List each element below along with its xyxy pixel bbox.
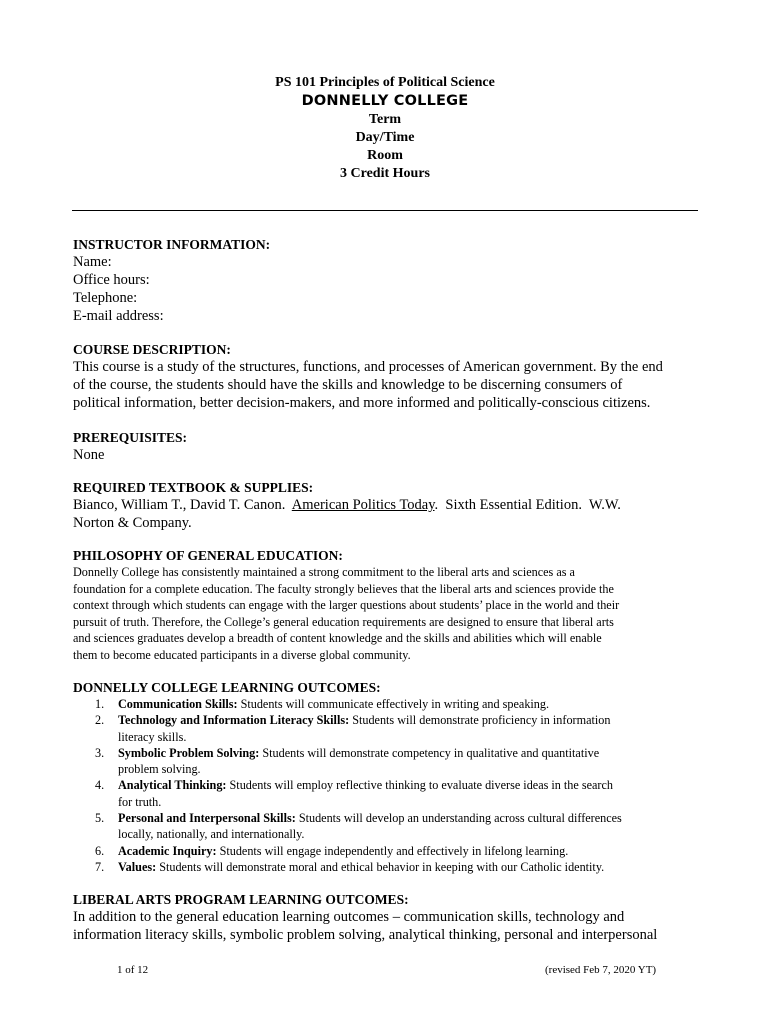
- prerequisites-heading: PREREQUISITES:: [73, 430, 188, 445]
- item-continuation: problem solving.: [118, 762, 201, 777]
- list-item: [73, 696, 713, 712]
- item-text: Students will develop an understanding across cultural differences: [295, 811, 622, 826]
- item-number: 1.: [95, 697, 105, 711]
- philosophy-line: context through which students can engage with the larger questions about students’ place in the world and their: [73, 598, 620, 612]
- philosophy-line: Donnelly College has consistently maintained a strong commitment to the liberal arts and sciences as a: [73, 565, 575, 579]
- textbook-heading: REQUIRED TEXTBOOK & SUPPLIES:: [73, 480, 314, 495]
- item-title: Values:: [118, 859, 157, 874]
- course-description-section: [73, 341, 703, 412]
- list-item: [73, 712, 713, 745]
- course-description-line: This course is a study of the structures, functions, and processes of American government. By the end: [73, 359, 663, 375]
- item-number: 5.: [95, 811, 105, 826]
- college-name: DONNELLY COLLEGE: [301, 93, 469, 109]
- philosophy-section: [73, 547, 713, 663]
- day-time: Day/Time: [355, 130, 415, 145]
- textbook-citation: [73, 496, 703, 514]
- textbook-edition: . Sixth Essential Edition. W.W.: [434, 497, 621, 513]
- instructor-office-hours: Office hours:: [73, 272, 150, 288]
- philosophy-line: foundation for a complete education. The faculty strongly believes that the liberal arts and sciences provide the: [73, 581, 614, 596]
- instructor-email: E-mail address:: [73, 308, 164, 324]
- item-title: Analytical Thinking:: [118, 778, 227, 793]
- textbook-authors: Bianco, William T., David T. Canon.: [73, 497, 292, 513]
- course-description-line: of the course, the students should have the skills and knowledge to be discerning consumers of: [73, 377, 623, 393]
- list-item: [73, 859, 713, 875]
- revision-note: (revised Feb 7, 2020 YT): [545, 964, 657, 976]
- learning-outcomes-section: [73, 679, 713, 875]
- item-text: Students will demonstrate moral and ethical behavior in keeping with our Catholic identity.: [156, 859, 605, 874]
- instructor-heading: INSTRUCTOR INFORMATION:: [73, 237, 271, 252]
- item-title: Communication Skills:: [118, 697, 238, 711]
- item-title: Academic Inquiry:: [118, 843, 217, 858]
- philosophy-line: pursuit of truth. Therefore, the College’s general education requirements are designed to ensure that liberal arts: [73, 614, 614, 629]
- item-text: Students will engage independently and effectively in lifelong learning.: [216, 843, 569, 858]
- course-description-heading: COURSE DESCRIPTION:: [73, 342, 231, 357]
- textbook-title: American Politics Today: [291, 497, 435, 513]
- item-title: Technology and Information Literacy Skills:: [118, 713, 350, 728]
- instructor-name: Name:: [73, 254, 112, 270]
- header-divider: [72, 210, 698, 211]
- learning-outcomes-list: [73, 696, 713, 875]
- philosophy-line: them to become educated participants in a diverse global community.: [73, 647, 411, 662]
- instructor-section: [73, 236, 703, 325]
- liberal-arts-line: In addition to the general education learning outcomes – communication skills, technology and: [73, 909, 625, 925]
- page-number: 1 of 12: [117, 964, 149, 976]
- item-title: Symbolic Problem Solving:: [118, 745, 260, 760]
- list-item: [73, 810, 713, 843]
- item-number: 6.: [95, 843, 105, 858]
- item-number: 4.: [95, 778, 105, 793]
- textbook-section: [73, 479, 703, 532]
- instructor-telephone: Telephone:: [73, 290, 138, 306]
- document-header: [0, 74, 770, 183]
- list-item: [73, 777, 713, 810]
- textbook-publisher: Norton & Company.: [73, 515, 192, 531]
- item-continuation: for truth.: [118, 794, 162, 809]
- item-text: Students will demonstrate proficiency in information: [349, 713, 611, 728]
- item-number: 3.: [95, 745, 105, 760]
- liberal-arts-heading: LIBERAL ARTS PROGRAM LEARNING OUTCOMES:: [73, 892, 409, 907]
- item-number: 2.: [95, 713, 105, 728]
- liberal-arts-line: information literacy skills, symbolic problem solving, analytical thinking, personal and interpersonal: [73, 927, 658, 943]
- item-text: Students will communicate effectively in writing and speaking.: [237, 697, 550, 711]
- prerequisites-section: [73, 429, 703, 464]
- list-item: [73, 843, 713, 859]
- credit-hours: 3 Credit Hours: [340, 166, 430, 181]
- room: Room: [367, 148, 403, 163]
- item-number: 7.: [95, 859, 105, 874]
- item-title: Personal and Interpersonal Skills:: [118, 811, 296, 826]
- learning-outcomes-heading: DONNELLY COLLEGE LEARNING OUTCOMES:: [73, 680, 381, 695]
- prerequisites-value: None: [73, 447, 105, 463]
- item-text: Students will employ reflective thinking to evaluate diverse ideas in the search: [226, 778, 613, 793]
- philosophy-body: [73, 564, 713, 663]
- item-continuation: literacy skills.: [118, 729, 187, 744]
- item-text: Students will demonstrate competency in qualitative and quantitative: [259, 745, 600, 760]
- philosophy-line: and sciences graduates develop a breadth of content knowledge and the skills and abilities which will enable: [73, 631, 602, 645]
- course-description-line: political information, better decision-makers, and more informed and politically-conscious citizens.: [73, 395, 651, 411]
- item-continuation: locally, nationally, and internationally.: [118, 827, 305, 842]
- term: Term: [368, 112, 402, 127]
- course-title: PS 101 Principles of Political Science: [275, 75, 495, 90]
- list-item: [73, 745, 713, 778]
- philosophy-heading: PHILOSOPHY OF GENERAL EDUCATION:: [73, 548, 343, 563]
- liberal-arts-section: [73, 891, 703, 944]
